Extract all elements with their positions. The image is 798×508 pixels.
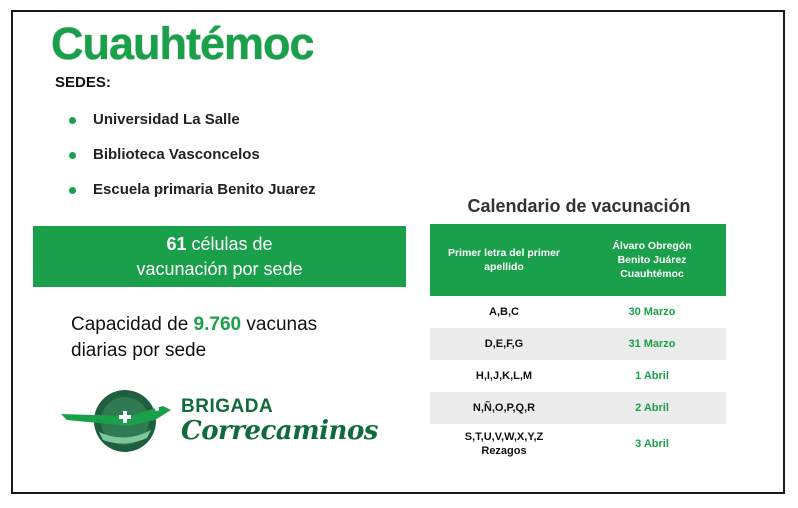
capacity-line2: diarias por sede	[71, 340, 207, 361]
capacity-number: 9.760	[193, 314, 242, 335]
header-alcaldia-3: Cuauhtémoc	[620, 268, 684, 280]
sede-name: Biblioteca Vasconcelos	[93, 146, 260, 163]
logo-line-2: Correcaminos	[181, 416, 378, 446]
row-date: 30 Marzo	[628, 306, 676, 318]
row-date: 3 Abril	[635, 438, 669, 450]
sede-name: Escuela primaria Benito Juarez	[93, 181, 316, 198]
list-item	[67, 108, 316, 143]
slide-frame	[11, 10, 785, 494]
row-date: 1 Abril	[635, 370, 669, 382]
row-letters-1: S,T,U,V,W,X,Y,Z	[464, 431, 544, 443]
calendar-title: Calendario de vacunación	[467, 196, 691, 216]
brigada-logo	[59, 386, 379, 456]
list-item	[67, 143, 316, 178]
roadrunner-icon	[59, 386, 179, 456]
row-letters: D,E,F,G	[430, 328, 578, 360]
sedes-label: SEDES:	[55, 74, 111, 91]
sedes-list	[67, 108, 316, 213]
table-header-row	[430, 224, 726, 296]
page-title: Cuauhtémoc	[51, 18, 314, 69]
row-letters: H,I,J,K,L,M	[475, 370, 533, 382]
header-alcaldias	[578, 224, 726, 296]
cells-line1-rest: células de	[191, 234, 273, 254]
cells-banner	[33, 226, 406, 287]
row-date: 2 Abril	[578, 392, 726, 424]
logo-line-1: BRIGADA	[181, 396, 274, 417]
table-row	[430, 360, 726, 392]
row-letters-2: Rezagos	[481, 445, 527, 457]
table-row	[430, 424, 726, 464]
capacity-text	[71, 312, 391, 364]
header-alcaldia-1: Álvaro Obregón	[612, 240, 692, 252]
cells-count: 61	[166, 234, 187, 254]
header-letters: Primer letra del primer apellido	[430, 224, 578, 296]
list-item	[67, 178, 316, 213]
table-row	[430, 296, 726, 328]
cells-line-1	[33, 232, 406, 257]
row-date: 31 Marzo	[578, 328, 726, 360]
table-row	[430, 392, 726, 424]
calendar-table	[430, 224, 726, 464]
sede-name: Universidad La Salle	[93, 111, 240, 128]
bullet-icon	[69, 187, 76, 194]
table-row	[430, 328, 726, 360]
row-letters: N,Ñ,O,P,Q,R	[430, 392, 578, 424]
capacity-prefix: Capacidad de	[71, 314, 194, 335]
bullet-icon	[69, 152, 76, 159]
row-letters: A,B,C	[489, 306, 519, 318]
bullet-icon	[69, 117, 76, 124]
cells-line-2: vacunación por sede	[136, 259, 303, 279]
header-alcaldia-2: Benito Juárez	[617, 254, 687, 266]
capacity-suffix: vacunas	[241, 314, 318, 335]
row-letters	[430, 424, 578, 464]
